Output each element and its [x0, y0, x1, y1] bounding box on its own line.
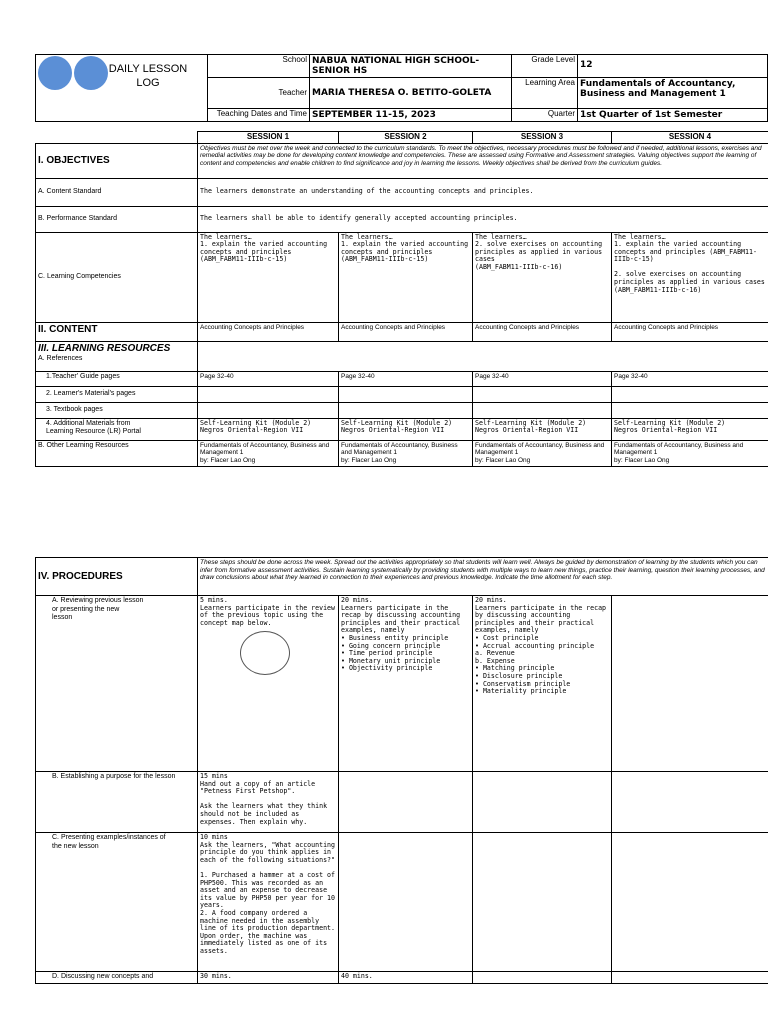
proc-d-session-3: [473, 972, 612, 984]
proc-d-label: D. Discussing new concepts and: [36, 972, 198, 984]
competency-session-4: The learners… 1. explain the varied accounting concepts and principles (ABM_FABM11-IIIb-c-15) 2. solve exercises on accounting principles as applied in various cases (ABM_FABM11-IIIb-c-16): [612, 232, 768, 322]
area-value: Fundamentals of Accountancy, Business and Management 1: [578, 78, 768, 109]
proc-a-session-4: [612, 596, 768, 772]
performance-standard-label: B. Performance Standard: [36, 206, 198, 232]
content-title: II. CONTENT: [36, 322, 198, 341]
concept-map-image: [240, 631, 290, 675]
tg-label: 1.Teacher' Guide pages: [36, 371, 198, 386]
quarter-label: Quarter: [512, 109, 578, 122]
other-session-4: Fundamentals of Accountancy, Business and Management 1 by: Flacer Lao Ong: [612, 440, 768, 466]
teacher-value: MARIA THERESA O. BETITO-GOLETA: [310, 78, 512, 109]
dates-label: Teaching Dates and Time: [208, 109, 310, 122]
tg-session-3: Page 32-40: [473, 371, 612, 386]
proc-d-session-1: 30 mins.: [198, 972, 339, 984]
objectives-note: Objectives must be met over the week and connected to the curriculum standards. To meet the objectives, necessary procedures must be followed and if needed, additional lessons, exercises and remedial activities may be done for developing content knowledge and competencies. These are assessed using Formative and Assessment strategies. Valuing objectives support the learning of content and competencies and enable children to find significance and joy in learning the lessons. Weekly objectives shall be derived from the curriculum guides.: [198, 143, 768, 178]
grade-value: 12: [578, 55, 768, 78]
objectives-title: I. OBJECTIVES: [36, 143, 198, 178]
lesson-table-1: [35, 131, 768, 467]
proc-b-session-4: [612, 772, 768, 833]
content-session-1: Accounting Concepts and Principles: [198, 322, 339, 341]
dates-value: SEPTEMBER 11-15, 2023: [310, 109, 512, 122]
tg-session-2: Page 32-40: [339, 371, 473, 386]
quarter-value: 1st Quarter of 1st Semester: [578, 109, 768, 122]
proc-d-session-4: [612, 972, 768, 984]
proc-c-session-2: [339, 833, 473, 972]
header-logo-cell: [36, 55, 208, 122]
tg-session-1: Page 32-40: [198, 371, 339, 386]
lr-session-1: Self-Learning Kit (Module 2) Negros Oriental-Region VII: [198, 418, 339, 440]
content-session-2: Accounting Concepts and Principles: [339, 322, 473, 341]
lr-session-3: Self-Learning Kit (Module 2) Negros Oriental-Region VII: [473, 418, 612, 440]
tg-session-4: Page 32-40: [612, 371, 768, 386]
procedures-note: These steps should be done across the week. Spread out the activities appropriately so that students will learn well. Always be guided by demonstration of learning by the students which you can infer from formative assessment activities. Sustain learning systematically by providing students with multiple ways to learn new things, practice their learning, question their learning processes, and draw conclusions about what they learned in connection to their experiences and previous knowledge. Indicate the time allotment for each step.: [198, 558, 768, 596]
proc-c-session-1: 10 mins Ask the learners, "What accounting principle do you think applies in each of the following situations?" 1. Purchased a hammer at a cost of PHP500. This was recorded as an asset and an expense to decrease its value by PHP50 per year for 10 years. 2. A food company ordered a machine needed in the assembly line of its production department. Upon order, the machine was immediately listed as one of its assets.: [198, 833, 339, 972]
content-session-3: Accounting Concepts and Principles: [473, 322, 612, 341]
procedures-title: IV. PROCEDURES: [36, 558, 198, 596]
lm-label: 2. Learner's Material's pages: [36, 386, 198, 402]
proc-b-session-3: [473, 772, 612, 833]
session-4-header: SESSION 4: [612, 132, 768, 144]
proc-b-label: B. Establishing a purpose for the lesson: [36, 772, 198, 833]
lesson-table-2: [35, 557, 768, 984]
proc-c-session-3: [473, 833, 612, 972]
proc-b-session-2: [339, 772, 473, 833]
session-3-header: SESSION 3: [473, 132, 612, 144]
textbook-label: 3. Textbook pages: [36, 402, 198, 418]
proc-d-session-2: 40 mins.: [339, 972, 473, 984]
blank-corner: [36, 132, 198, 144]
resources-blank: [198, 341, 768, 371]
proc-c-label: C. Presenting examples/instances of the new lesson: [36, 833, 198, 972]
proc-a-session-3: 20 mins. Learners participate in the recap by discussing accounting principles and their practical examples, namely • Cost principle • Accrual accounting principle a. Revenue b. Expense • Matching principle • Disclosure principle • Conservatism principle • Materiality principle: [473, 596, 612, 772]
other-session-1: Fundamentals of Accountancy, Business and Management 1 by: Flacer Lao Ong: [198, 440, 339, 466]
other-session-3: Fundamentals of Accountancy, Business and Management 1 by: Flacer Lao Ong: [473, 440, 612, 466]
school-label: School: [208, 55, 310, 78]
proc-a-label: A. Reviewing previous lesson or presenting the new lesson: [36, 596, 198, 772]
references-label: A. References: [38, 354, 83, 362]
proc-c-session-4: [612, 833, 768, 972]
other-session-2: Fundamentals of Accountancy, Business and Management 1 by: Flacer Lao Ong: [339, 440, 473, 466]
session-2-header: SESSION 2: [339, 132, 473, 144]
content-standard-label: A. Content Standard: [36, 178, 198, 206]
area-label: Learning Area: [512, 78, 578, 109]
performance-standard-value: The learners shall be able to identify generally accepted accounting principles.: [198, 206, 768, 232]
header-table: [35, 54, 768, 122]
competencies-label: C. Learning Competencies: [36, 232, 198, 322]
competency-session-1: The learners… 1. explain the varied accounting concepts and principles (ABM_FABM11-IIIb-c-15): [198, 232, 339, 322]
lr-label: 4. Additional Materials from Learning Resource (LR) Portal: [36, 418, 198, 440]
school-value: NABUA NATIONAL HIGH SCHOOL-SENIOR HS: [310, 55, 512, 78]
content-session-4: Accounting Concepts and Principles: [612, 322, 768, 341]
grade-label: Grade Level: [512, 55, 578, 78]
content-standard-value: The learners demonstrate an understanding of the accounting concepts and principles.: [198, 178, 768, 206]
proc-a-session-1-cell: [198, 596, 339, 772]
teacher-label: Teacher: [208, 78, 310, 109]
resources-header-cell: [36, 341, 198, 371]
competency-session-3: The learners… 2. solve exercises on accounting principles as applied in various cases (ABM_FABM11-IIIb-c-16): [473, 232, 612, 322]
proc-a-session-2: 20 mins. Learners participate in the recap by discussing accounting principles and their practical examples, namely • Business entity principle • Going concern principle • Time period principle • Monetary unit principle • Objectivity principle: [339, 596, 473, 772]
proc-a-session-1: 5 mins. Learners participate in the review of the previous topic using the concept map below.: [200, 596, 335, 627]
document-title: DAILY LESSON LOG: [108, 63, 188, 89]
resources-title: III. LEARNING RESOURCES: [38, 342, 171, 354]
session-1-header: SESSION 1: [198, 132, 339, 144]
proc-b-session-1: 15 mins Hand out a copy of an article "Petness First Petshop". Ask the learners what they think should not be included as expenses. Then explain why.: [198, 772, 339, 833]
other-resources-label: B. Other Learning Resources: [36, 440, 198, 466]
lr-session-2: Self-Learning Kit (Module 2) Negros Oriental-Region VII: [339, 418, 473, 440]
competency-session-2: The learners… 1. explain the varied accounting concepts and principles (ABM_FABM11-IIIb-c-15): [339, 232, 473, 322]
lr-session-4: Self-Learning Kit (Module 2) Negros Oriental-Region VII: [612, 418, 768, 440]
